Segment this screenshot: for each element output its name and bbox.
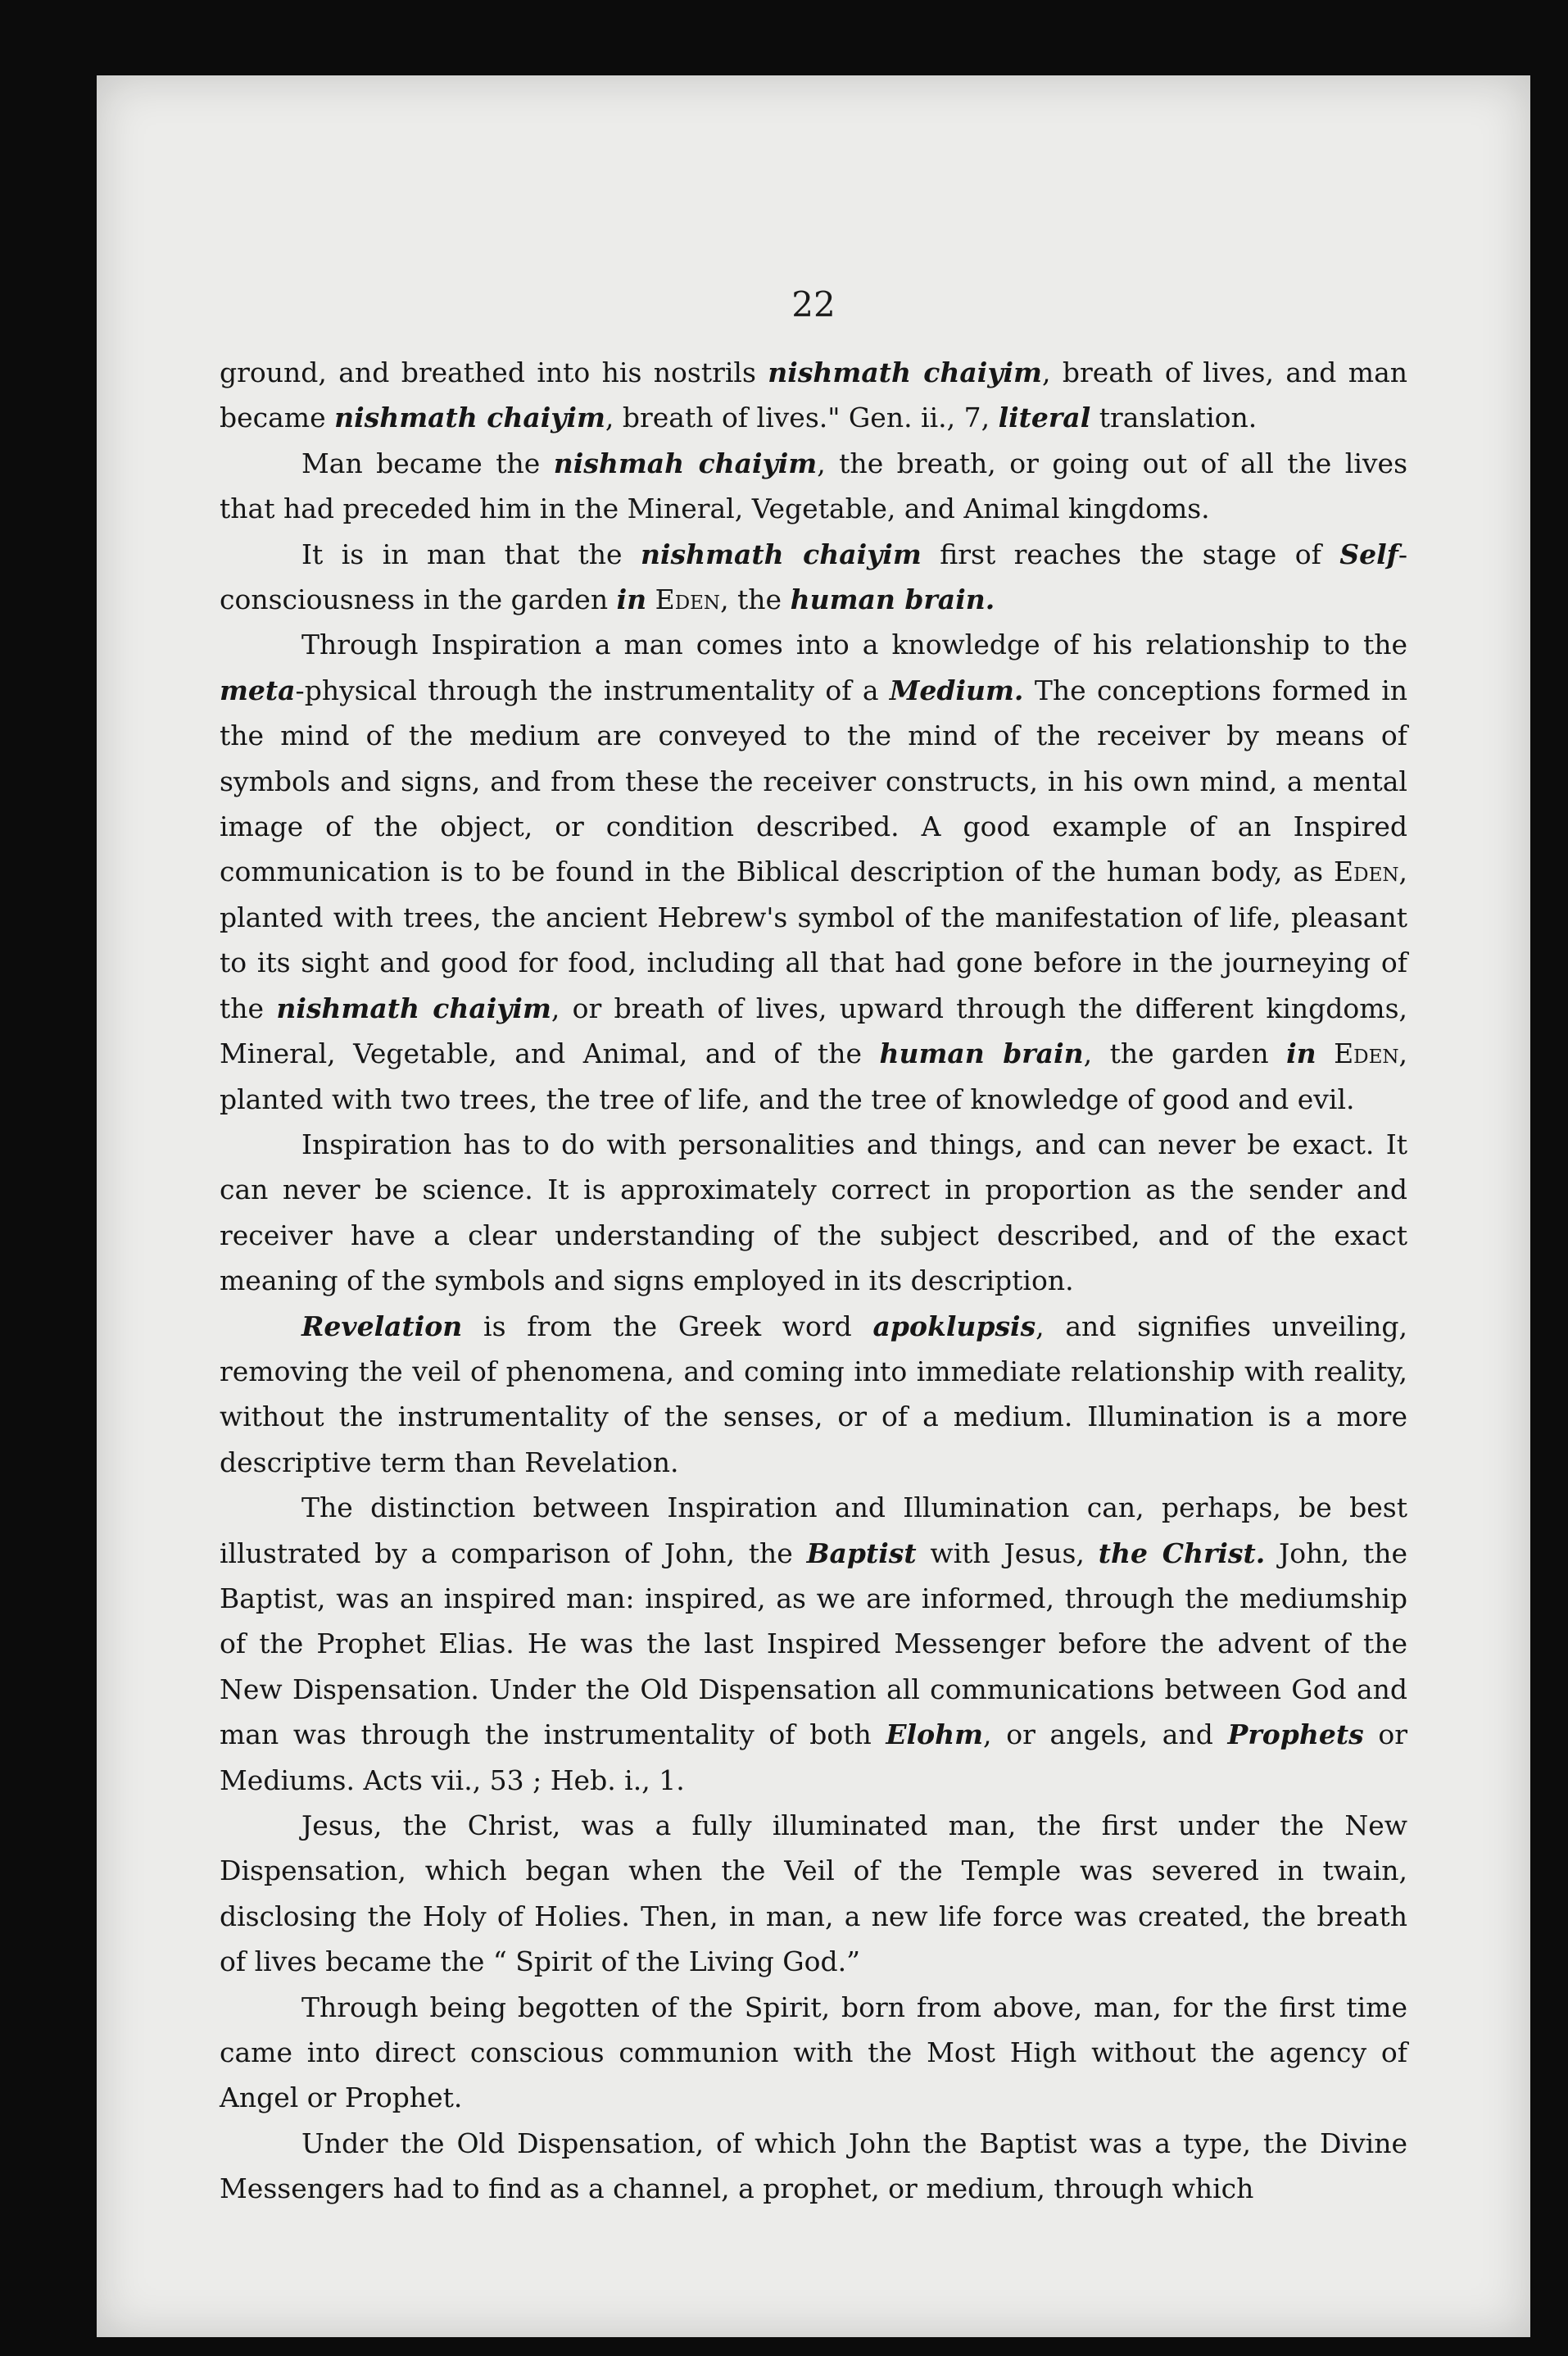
text-run: Jesus, the Christ, was a fully illuminated man, the first under the New Dispensation, which began when the Veil of the Temple was severed in twain, disclosing the Holy of Holies. Then, in man, a new life force was created, the breath of lives became the “ Spirit of the Living God.” (220, 1809, 1407, 1978)
paragraph (220, 1304, 1407, 1486)
small-caps-term: Eden (655, 583, 721, 616)
text-run: John, the Baptist, was an inspired man: inspired, as we are informed, through the mediumship of the Prophet Elias. He was the last Inspired Messenger before the advent of the New Dispensation. Under the Old Dispensation all communications between God and man was through the instrumentality of both (220, 1537, 1407, 1751)
text-run: , planted with trees, the ancient Hebrew's symbol of the manifestation of life, pleasant to its sight and good for food, including all that had gone before in the journeying of the (220, 856, 1407, 1024)
italic-term: Self (1339, 538, 1398, 570)
italic-term: human brain. (790, 583, 995, 616)
italic-term: human brain (879, 1037, 1084, 1070)
text-run: first reaches the stage of (921, 538, 1340, 570)
text-run (646, 583, 655, 615)
text-run: Through being begotten of the Spirit, born from above, man, for the first time came into direct conscious communion with the Most High without the agency of Angel or Prophet. (220, 1991, 1407, 2114)
page-number: 22 (791, 284, 836, 325)
paragraph (220, 1985, 1407, 2121)
text-run: The distinction between Inspiration and Illumination can, perhaps, be best illustrated by a comparison of John, the (220, 1491, 1407, 1569)
text-run (1316, 1037, 1334, 1069)
paragraph (220, 1803, 1407, 1985)
text-run: Man became the (301, 447, 554, 479)
text-run: ground, and breathed into his nostrils (220, 356, 768, 388)
text-run: , the garden (1083, 1037, 1287, 1070)
text-run: , and signifies unveiling, removing the veil of phenomena, and coming into immediate relationship with reality, without the instrumentality of the senses, or of a medium. Illumination is a more descriptive term than Revelation. (220, 1310, 1407, 1478)
text-run: It is in man that the (301, 538, 641, 570)
paragraph (220, 622, 1407, 1121)
italic-term: Baptist (806, 1537, 917, 1569)
italic-term: Prophets (1227, 1718, 1364, 1751)
text-run: with Jesus, (916, 1537, 1099, 1569)
text-run: -physical through the instrumentality of a (295, 674, 890, 706)
small-caps-term: Eden (1334, 1037, 1399, 1070)
small-caps-term: Eden (1334, 856, 1399, 888)
text-run: , breath of lives." Gen. ii., 7, (605, 402, 999, 434)
text-run: -consciousness in the garden (220, 538, 1408, 616)
text-run: is from the Greek word (462, 1310, 873, 1342)
italic-term: Elohm (886, 1718, 984, 1751)
text-run: translation. (1090, 402, 1258, 434)
text-run: Through Inspiration a man comes into a knowledge of his relationship to the (301, 629, 1407, 661)
text-run: The conceptions formed in the mind of the medium are conveyed to the mind of the receiver by means of symbols and signs, and from these the receiver constructs, in his own mind, a mental image of the object, or condition described. A good example of an Inspired communication is to be found in the Biblical description of the human body, as (220, 674, 1407, 888)
paragraph (220, 532, 1407, 623)
italic-term: the Christ. (1098, 1537, 1266, 1569)
text-run: , breath of lives, and man became (220, 356, 1408, 434)
text-run: Under the Old Dispensation, of which John the Baptist was a type, the Divine Messengers had to find as a channel, a prophet, or medium, through which (220, 2127, 1407, 2205)
italic-term: in (616, 583, 647, 616)
italic-term: nishmath chaiyim (334, 402, 605, 434)
text-run: , or breath of lives, upward through the different kingdoms, Mineral, Vegetable, and Animal, and of the (220, 992, 1407, 1070)
italic-term: nishmath chaiyim (276, 992, 551, 1024)
paragraph (220, 1122, 1407, 1304)
book-page (97, 75, 1530, 2337)
italic-term: nishmath chaiyim (768, 356, 1042, 388)
text-run: , the breath, or going out of all the lives that had preceded him in the Mineral, Vegetable, and Animal kingdoms. (220, 447, 1407, 525)
paragraph (220, 2121, 1407, 2212)
paragraph (220, 441, 1407, 532)
italic-term: nishmath chaiyim (641, 538, 922, 570)
italic-term: Revelation (301, 1310, 463, 1342)
text-run: Inspiration has to do with personalities and things, and can never be exact. It can never be science. It is approximately correct in proportion as the sender and receiver have a clear understanding of the subject described, and of the exact meaning of the symbols and signs employed in its description. (220, 1128, 1407, 1297)
paragraph (220, 1485, 1407, 1803)
text-run: , or angels, and (983, 1718, 1228, 1751)
text-run: or Mediums. Acts vii., 53 ; Heb. i., 1. (220, 1718, 1407, 1796)
body-text (220, 350, 1407, 2212)
italic-term: literal (998, 402, 1091, 434)
page-edge-shadow (1530, 82, 1542, 2295)
italic-term: in (1286, 1037, 1316, 1070)
paragraph (220, 350, 1407, 441)
italic-term: nishmah chaiyim (553, 447, 818, 479)
italic-term: Medium. (889, 674, 1024, 706)
text-run: , the (720, 583, 791, 616)
italic-term: apoklupsis (872, 1310, 1036, 1342)
text-run: , planted with two trees, the tree of life, and the tree of knowledge of good and evil. (220, 1037, 1408, 1115)
italic-term: meta (220, 674, 296, 706)
